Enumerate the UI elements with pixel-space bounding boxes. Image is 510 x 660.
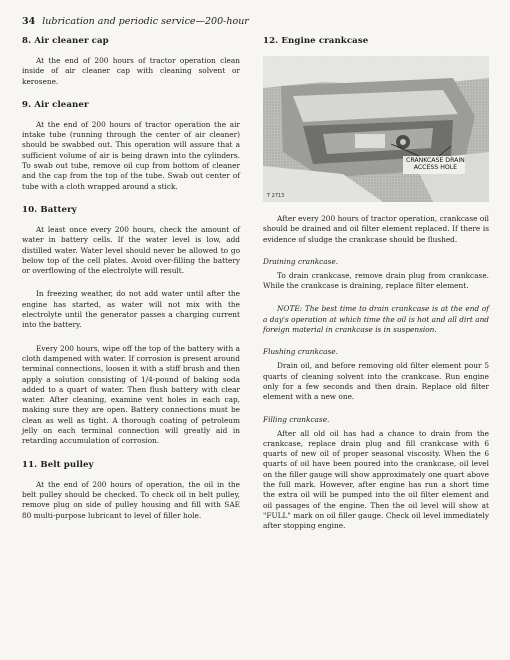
section-heading: 10. Battery — [22, 204, 77, 215]
subheading-draining: Draining crankcase. — [263, 256, 339, 266]
note-paragraph: NOTE: The best time to drain crankcase is at the end of a day's operation at which time the oil is hot and all dirt and foreign material in crankcase is in suspension. — [263, 304, 489, 335]
paragraph: At the end of 200 hours of tractor operation clean inside of air cleaner cap with cleaning solvent or kerosene. — [22, 56, 240, 86]
paragraph: Drain oil, and before removing old filter element pour 5 quarts of cleaning solvent into the crankcase. Run engine only for a few seconds and then drain. Replace old filter element with a new one. — [263, 361, 489, 402]
photo-callout — [406, 157, 465, 171]
paragraph: At the end of 200 hours of tractor operation the air intake tube (running through the center of air cleaner) should be swabbed out. This operation will assure that a sufficient volume of air is being drawn into the cylinders. To swab out tube, remove oil cup from bottom of cleaner and the cap from the top of the tube. Swab out center of tube with a cloth wrapped around a stick. — [22, 119, 240, 191]
paragraph: Every 200 hours, wipe off the top of the battery with a cloth dampened with water. If corrosion is present around terminal connections, loosen it with a stiff brush and then apply a solution consisting of 1/4-pound of baking soda added to a quart of water. Then flush battery with clear water. After cleaning, examine vent holes in each cap, making sure they are open. Battery connections must be clean as well as tight. A thorough coating of petroleum jelly on each terminal connection will greatly aid in retarding accumulation of corrosion. — [22, 343, 240, 446]
section-air-cleaner — [22, 100, 240, 192]
paragraph: At the end of 200 hours of operation, the oil in the belt pulley should be checked. To check oil in belt pulley, remove plug on side of pulley housing and fill with SAE 80 multi-purpose lubricant to level of filler hole. — [22, 479, 240, 520]
callout-line-1: CRANKCASE DRAIN — [406, 157, 465, 164]
section-battery — [22, 205, 240, 447]
photo-code: T 2713 — [267, 193, 285, 199]
paragraph: After all old oil has had a chance to drain from the crankcase, replace drain plug and fill crankcase with 6 quarts of new oil of proper seasonal viscosity. When the 6 quarts of oil have been poured into the crankcase, oil level on the filler gauge will show approximately one quart above the full mark. However, after engine has run a short time the extra oil will be pumped into the oil filter element and oil passages of the engine. Then the oil level will show at "FULL" mark on oil filler gauge. Check oil level immediately after stopping engine. — [263, 428, 489, 531]
section-heading: 9. Air cleaner — [22, 99, 89, 110]
crankcase-illustration — [263, 56, 489, 202]
paragraph: After every 200 hours of tractor operation, crankcase oil should be drained and oil filter element replaced. If there is evidence of sludge the crankcase should be flushed. — [263, 214, 489, 244]
paragraph: In freezing weather, do not add water until after the engine has started, as water will not mix with the electrolyte until the generator passes a charging current into the battery. — [22, 289, 240, 330]
section-heading: 12. Engine crankcase — [263, 36, 369, 46]
callout-line-2: ACCESS HOLE — [413, 164, 458, 171]
crankcase-photo — [263, 56, 489, 202]
page-number: 34 — [22, 16, 36, 27]
paragraph: At least once every 200 hours, check the amount of water in battery cells. If the water level is low, add distilled water. Water level should never be allowed to go below top of the cell plates. Avoid over-filling the battery or overflowing of the electrolyte will result. — [22, 224, 240, 276]
subheading-filling: Filling crankcase. — [263, 414, 330, 424]
right-column — [263, 36, 489, 532]
section-heading: 11. Belt pulley — [22, 459, 94, 470]
section-belt-pulley — [22, 460, 240, 521]
paragraph: To drain crankcase, remove drain plug from crankcase. While the crankcase is draining, replace filter element. — [263, 270, 489, 291]
section-heading: 8. Air cleaner cap — [22, 36, 109, 46]
running-title: lubrication and periodic service—200-hour — [42, 16, 249, 27]
left-column — [22, 36, 240, 534]
section-air-cleaner-cap — [22, 36, 240, 87]
subheading-flushing: Flushing crankcase. — [263, 347, 338, 357]
page-header — [22, 16, 249, 27]
